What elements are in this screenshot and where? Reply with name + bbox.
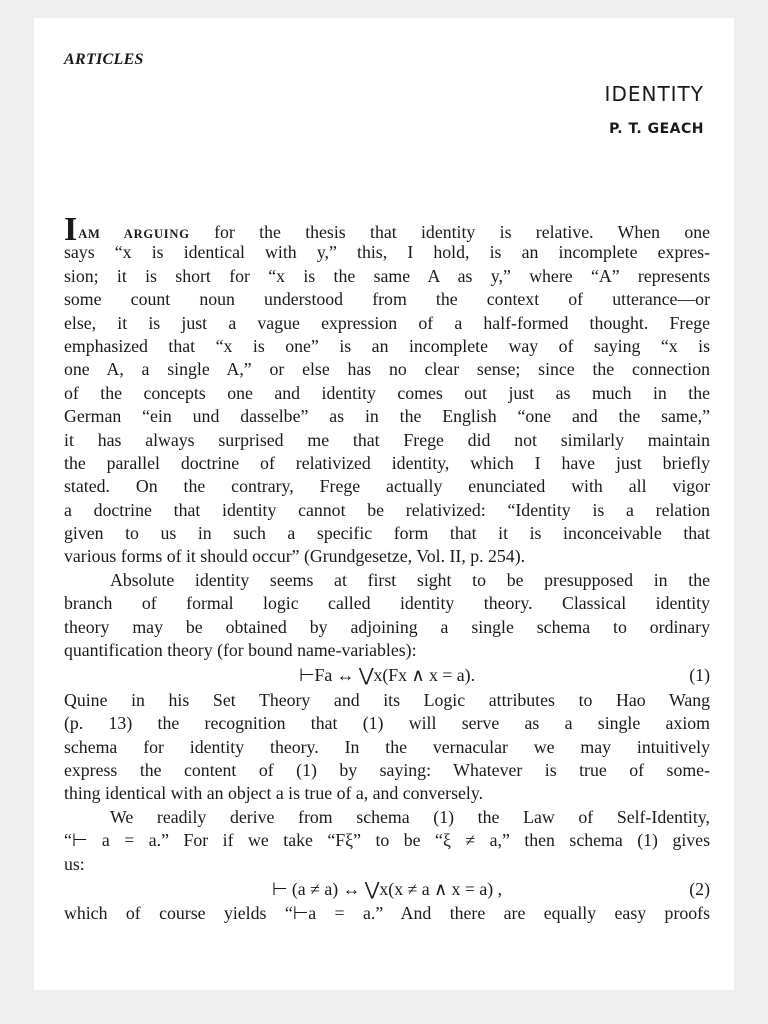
body-line: of the concepts one and identity comes out just as much in the bbox=[64, 382, 710, 403]
body-line: emphasized that “x is one” is an incomplete way of saying “x is bbox=[64, 335, 710, 356]
author-name: P. T. GEACH bbox=[609, 121, 704, 137]
body-line: theory may be obtained by adjoining a single schema to ordinary bbox=[64, 616, 710, 637]
body-line: given to us in such a specific form that it is inconceivable that bbox=[64, 523, 710, 544]
body-line: (p. 13) the recognition that (1) will serve as a single axiom bbox=[64, 713, 710, 734]
body-line-text: for the thesis that identity is relative. When one bbox=[189, 222, 710, 242]
equation-1 bbox=[64, 664, 710, 687]
body-line: which of course yields “⊢a = a.” And there are equally easy proofs bbox=[64, 903, 710, 924]
body-line: else, it is just a vague expression of a half-formed thought. Frege bbox=[64, 312, 710, 333]
equation-number: (1) bbox=[689, 665, 710, 686]
body-line: a doctrine that identity cannot be relativized: “Identity is a relation bbox=[64, 499, 710, 520]
body-line: “⊢ a = a.” For if we take “Fξ” to be “ξ ≠ a,” then schema (1) gives bbox=[64, 830, 710, 851]
body-line: branch of formal logic called identity theory. Classical identity bbox=[64, 593, 710, 614]
body-line: one A, a single A,” or else has no clear sense; since the connection bbox=[64, 359, 710, 380]
body-line: the parallel doctrine of relativized identity, which I have just briefly bbox=[64, 452, 710, 473]
body-line: some count noun understood from the context of utterance—or bbox=[64, 289, 710, 310]
body-line: stated. On the contrary, Frege actually enunciated with all vigor bbox=[64, 476, 710, 497]
drop-cap: I bbox=[64, 211, 78, 248]
page bbox=[34, 18, 734, 990]
body-line: us: bbox=[64, 853, 85, 874]
article-title: IDENTITY bbox=[604, 82, 704, 106]
equation-2 bbox=[64, 878, 710, 901]
body-line: various forms of it should occur” (Grundgesetze, Vol. II, p. 254). bbox=[64, 546, 526, 567]
body-line: schema for identity theory. In the vernacular we may intuitively bbox=[64, 736, 710, 757]
equation-formula: ⊢ (a ≠ a) ↔ ⋁x(x ≠ a ∧ x = a) , bbox=[271, 878, 503, 899]
body-line: We readily derive from schema (1) the Law of Self-Identity, bbox=[110, 806, 710, 827]
lead-in-smallcaps: AM ARGUING bbox=[78, 227, 190, 241]
body-line: express the content of (1) by saying: Whatever is true of some- bbox=[64, 759, 710, 780]
body-line: says “x is identical with y,” this, I hold, is an incomplete expres- bbox=[64, 242, 710, 263]
body-line: sion; it is short for “x is the same A as y,” where “A” represents bbox=[64, 265, 710, 286]
body-line: Quine in his Set Theory and its Logic attributes to Hao Wang bbox=[64, 689, 710, 710]
equation-number: (2) bbox=[689, 878, 710, 899]
article-body bbox=[64, 211, 710, 926]
body-line: Absolute identity seems at first sight to be presupposed in the bbox=[110, 569, 710, 590]
section-label: ARTICLES bbox=[64, 51, 144, 68]
body-line: it has always surprised me that Frege did not similarly maintain bbox=[64, 429, 710, 450]
body-line: German “ein und dasselbe” as in the English “one and the same,” bbox=[64, 406, 710, 427]
body-line: quantification theory (for bound name-variables): bbox=[64, 640, 417, 661]
body-line: thing identical with an object a is true of a, and conversely. bbox=[64, 783, 484, 804]
body-line bbox=[64, 211, 710, 248]
equation-formula: ⊢Fa ↔ ⋁x(Fx ∧ x = a). bbox=[298, 665, 476, 686]
